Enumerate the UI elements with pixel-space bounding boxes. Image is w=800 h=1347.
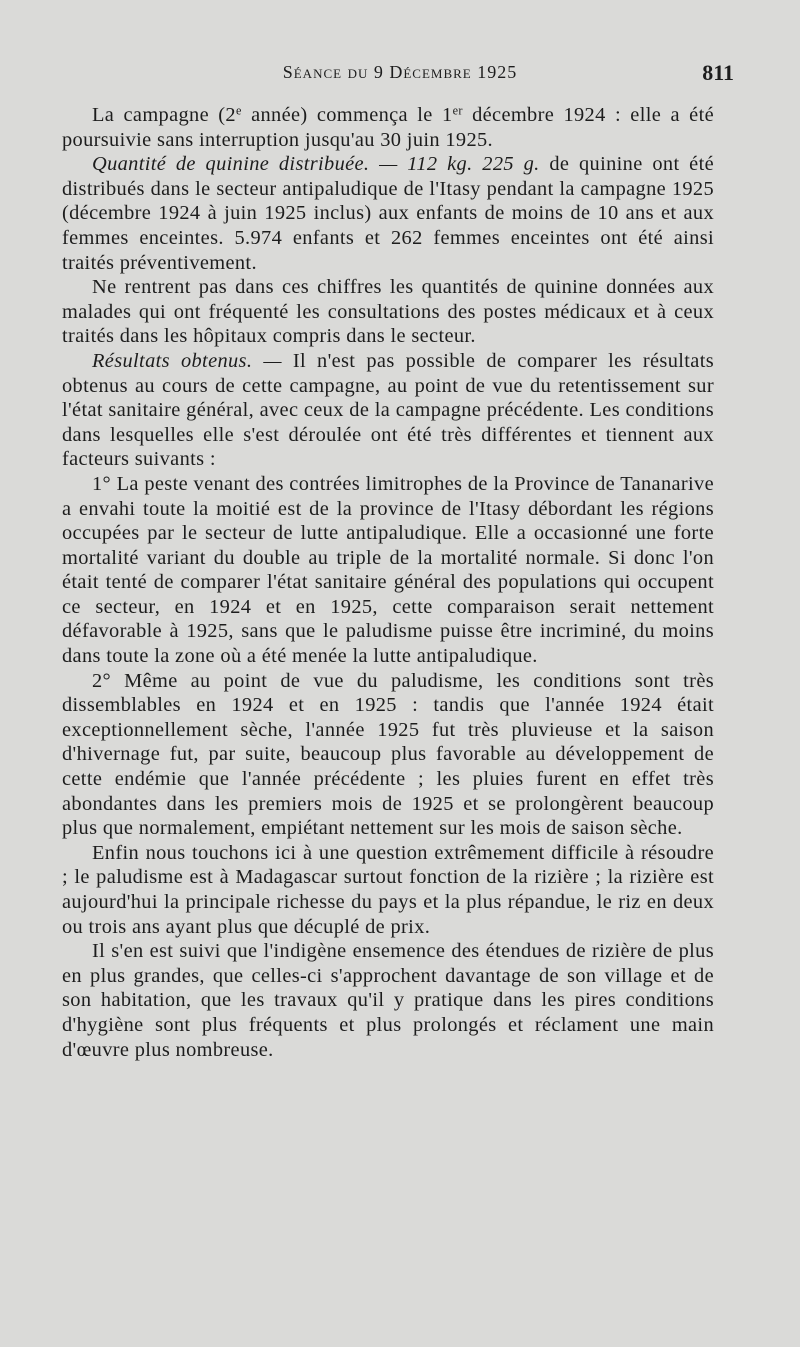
text-run: Il n'est pas possible de comparer les résultats obtenus au cours de cette campagne, au point de vue du retentissement sur l'état sanitaire général, avec ceux de la campagne précédente. Les conditions dans lesquelles elle s'est déroulée ont été très différentes et tiennent aux facteurs suivants : — [62, 349, 714, 471]
italic-run: Résultats obtenus. — — [92, 349, 282, 372]
text-run: année) commença le 1 — [241, 104, 453, 126]
text-run: 2° Même au point de vue du paludisme, les conditions sont très dissemblables en 1924 et en 1925 : tandis que l'année 1924 était exceptionnellement sèche, l'année 1925 fut très pluvieuse et la saison d'hivernage fut, par suite, beaucoup plus favorable au développement de cette endémie que l'année précédente ; les pluies furent en effet très abondantes dans les premiers mois de 1925 et se prolongèrent beaucoup plus que normalement, empiétant nettement sur les mois de saison sèche. — [62, 669, 714, 840]
paragraph — [62, 669, 714, 841]
running-title: Séance du 9 Décembre 1925 — [282, 62, 518, 82]
paragraph — [62, 939, 714, 1062]
text-body — [62, 103, 714, 1062]
paragraph — [62, 349, 714, 472]
paragraph — [62, 152, 714, 275]
text-run: Il s'en est suivi que l'indigène ensemence des étendues de rizière de plus en plus grandes, que celles-ci s'approchent davantage de son village et de son habitation, que les travaux qu'il y pratique dans les pires conditions d'hygiène sont plus fréquents et plus prolongés et réclament une main d'œuvre plus nombreuse. — [62, 940, 714, 1061]
paragraph — [62, 103, 714, 152]
text-run: Ne rentrent pas dans ces chiffres les quantités de quinine données aux malades qui ont fréquenté les consultations des postes médicaux et à ceux traités dans les hôpitaux compris dans le secteur. — [62, 276, 714, 348]
text-run: de quinine ont été distribués dans le secteur antipaludique de l'Itasy pendant la campagne 1925 (décembre 1924 à juin 1925 inclus) aux enfants de moins de 10 ans et aux femmes enceintes. 5.974 enfants et 262 femmes enceintes ont été ainsi traités préventivement. — [62, 153, 714, 274]
text-run: 1° La peste venant des contrées limitrophes de la Province de Tananarive a envahi toute la moitié est de la province de l'Itasy débordant les régions occupées par le secteur de lutte antipaludique. Elle a occasionné une forte mortalité variant du double au triple de la mortalité normale. Si donc l'on était tenté de comparer l'état sanitaire général des populations qui occupent ce secteur, en 1924 et en 1925, cette comparaison serait nettement défavorable à 1925, sans que le paludisme puisse être incriminé, du moins dans toute la zone où a été menée la lutte antipaludique. — [62, 472, 714, 668]
superscript: er — [452, 103, 463, 118]
text-run: Enfin nous touchons ici à une question extrêmement difficile à résoudre ; le paludisme est à Madagascar surtout fonction de la rizière ; la rizière est aujourd'hui la principale richesse du pays et la plus répandue, le riz en deux ou trois ans ayant plus que décuplé de prix. — [62, 841, 714, 938]
text-run: La campagne (2 — [92, 104, 236, 126]
text-run: décembre 1924 : elle a été poursuivie sans interruption jusqu'au 30 juin 1925. — [62, 104, 714, 151]
paragraph — [62, 472, 714, 669]
superscript: e — [235, 103, 242, 118]
running-head — [60, 58, 740, 88]
page-number: 811 — [702, 60, 734, 85]
paragraph — [62, 841, 714, 939]
italic-run: Quantité de quinine distribuée. — 112 kg. 225 g. — [92, 153, 540, 176]
paragraph — [62, 275, 714, 349]
